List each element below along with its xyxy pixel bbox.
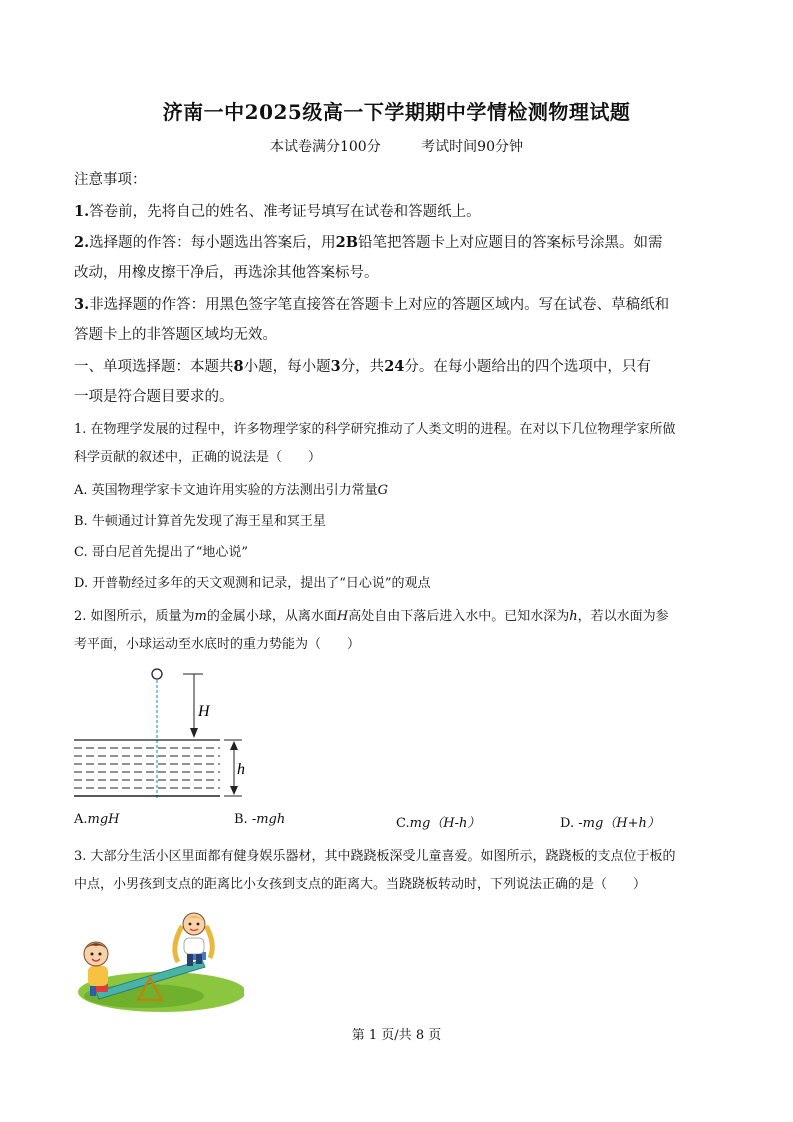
note-3-line2: 答题卡上的非答题区域均无效。 [74,327,277,343]
q2-stem-b: 的金属小球，从离水面 [206,609,337,624]
q2-option-c [396,812,480,831]
q1-stem-line1: 1. 在物理学发展的过程中，许多物理学家的科学研究推动了人类文明的进程。在对以下几位物理学家所做 [74,422,676,437]
q1-option-a-text: A. 英国物理学家卡文迪许用实验的方法测出引力常量 [74,483,378,498]
q1-stem-line2: 科学贡献的叙述中，正确的说法是（ ） [74,450,322,465]
q1-option-c: C. 哥白尼首先提出了“地心说” [74,545,249,560]
note-2-number: 2. [74,234,90,251]
H-arrow-head [190,728,198,738]
section-1-per-score: 3 [330,358,341,375]
q2-stem-line1 [74,603,724,631]
exam-title: 济南一中2025级高一下学期期中学情检测物理试题 [162,100,631,124]
time-info: 考试时间90分钟 [421,139,523,155]
section-1-text-a: 一、单项选择题：本题共 [74,359,234,375]
q2-option-b-expr: -mgh [251,812,286,827]
note-item-1 [74,196,724,228]
section-1-line2: 一项是符合题目要求的。 [74,389,234,405]
h-label: h [237,761,245,778]
q2-option-a-expr: mgH [87,812,120,827]
note-2-text-a: 选择题的作答：每小题选出答案后，用 [89,235,336,251]
section-1-text-b: 小题，每小题 [243,359,331,375]
water-dashes [74,748,220,788]
h-arrow-head-down [230,786,238,795]
q2-var-m: m [194,609,207,624]
q2-stem-line2: 考平面，小球运动至水底时的重力势能为（ ） [74,637,361,652]
q2-stem-a: 2. 如图所示，质量为 [74,609,195,624]
section-1-heading [74,351,724,383]
q1-option-b: B. 牛顿通过计算首先发现了海王星和冥王星 [74,514,326,529]
q1-option-d: D. 开普勒经过多年的天文观测和记录，提出了“日心说”的观点 [74,576,431,591]
q2-option-d-letter: D. [560,816,575,831]
q2-option-d-expr: -mg（H+h） [578,816,660,831]
note-3-text: 非选择题的作答：用黑色签字笔直接答在答题卡上对应的答题区域内。写在试卷、草稿纸和 [89,297,670,313]
q2-var-h: h [569,609,578,624]
q2-figure [70,664,260,804]
note-item-3 [74,289,724,321]
note-2-text-b: 铅笔把答题卡上对应题目的答案标号涂黑。如需 [358,235,663,251]
q2-var-H: H [336,609,349,624]
H-label: H [198,703,210,720]
q1-option-a [74,479,388,503]
score-info: 本试卷满分100分 [269,139,381,155]
notes-heading: 注意事项： [74,172,147,188]
section-1-text-c: 分，共 [340,359,385,375]
q2-option-a-letter: A. [74,812,88,827]
note-item-2 [74,227,724,259]
section-1-total: 24 [384,358,405,375]
q2-option-b [234,812,285,827]
q2-option-c-letter: C. [396,816,410,831]
q2-stem-c: 高处自由下落后进入水中。已知水深为 [348,609,570,624]
q1-option-a-var: G [377,483,389,498]
section-1-text-d: 分。在每小题给出的四个选项中，只有 [404,359,651,375]
q3-stem-line2: 中点，小男孩到支点的距离比小女孩到支点的距离大。当跷跷板转动时，下列说法正确的是（ ） [74,877,647,892]
note-2-bold: 2B [335,234,358,251]
page-number: 第 1 页/共 8 页 [351,1028,442,1043]
q2-stem-d: ，若以水面为参 [577,609,669,624]
q2-option-b-letter: B. [234,812,248,827]
note-1-number: 1. [74,203,90,220]
h-arrow-head-up [230,741,238,750]
q2-option-a [74,812,120,827]
exam-subtitle [0,136,793,156]
ball-icon [152,669,162,679]
section-1-count: 8 [233,358,244,375]
q2-option-d [560,812,660,831]
note-3-number: 3. [74,296,90,313]
note-2-line2: 改动，用橡皮擦干净后，再选涂其他答案标号。 [74,265,379,281]
q2-option-c-expr: mg（H-h） [409,816,481,831]
q3-stem-line1: 3. 大部分生活小区里面都有健身娱乐器材，其中跷跷板深受儿童喜爱。如图所示，跷跷板的支点位于板的 [74,849,676,864]
note-1-text: 答卷前，先将自己的姓名、准考证号填写在试卷和答题纸上。 [89,204,481,220]
seesaw-illustration [74,908,244,1016]
